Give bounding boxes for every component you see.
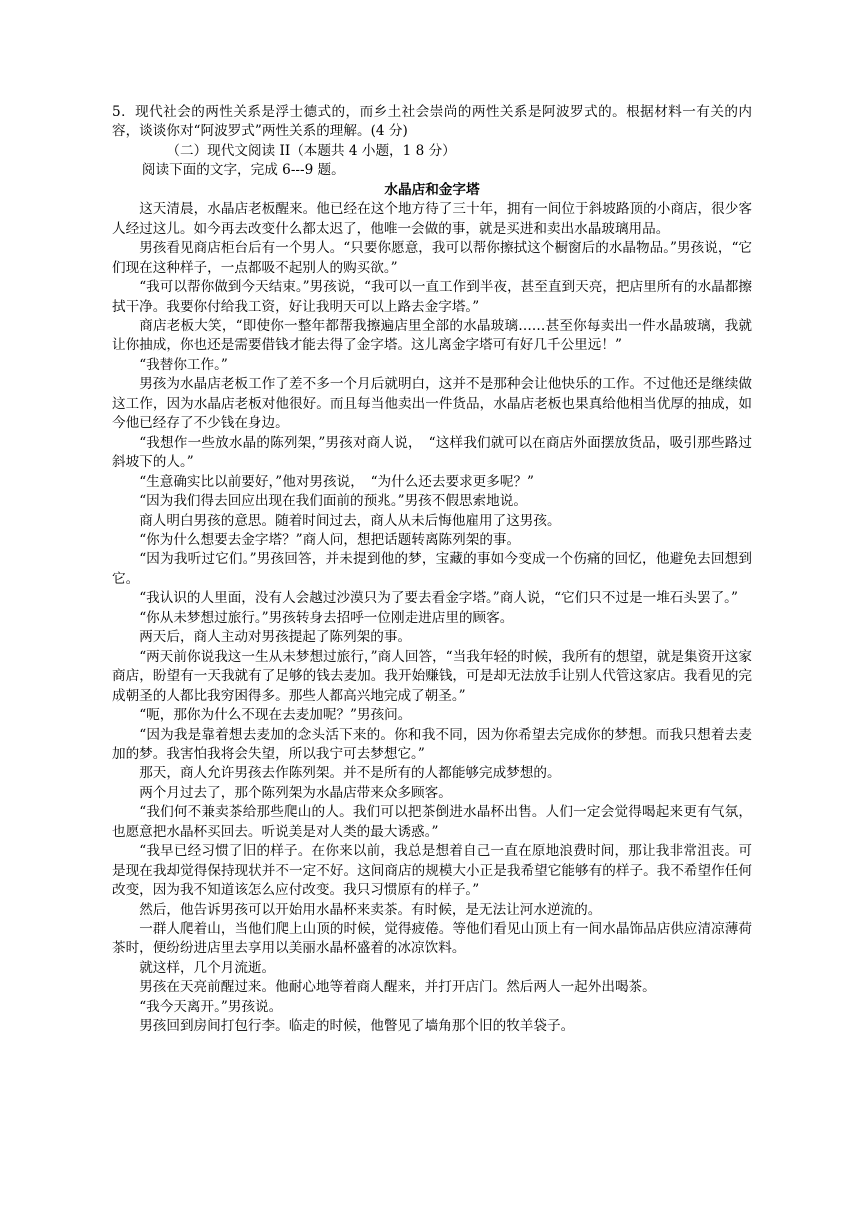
paragraph: 商人明白男孩的意思。随着时间过去，商人从未后悔他雇用了这男孩。 — [139, 512, 561, 529]
paragraph: “我们何不兼卖茶给那些爬山的人。我们可以把茶倒进水晶杯出售。人们一定会觉得喝起来更有气氛，也愿意把水晶杯买回去。听说美是对人类的最大诱惑。” — [112, 804, 752, 840]
paragraph: “我认识的人里面，没有人会越过沙漠只为了要去看金字塔。”商人说，“它们只不过是一堆石头罢了。” — [139, 590, 738, 607]
paragraph: “两天前你说我这一生从未梦想过旅行，”商人回答，“当我年轻的时候，我所有的想望，就是集资开这家商店，盼望有一天我就有了足够的钱去麦加。我开始赚钱，可是却无法放手让别人代管这家店。我看见的完成朝圣的人都比我穷困得多。那些人都高兴地完成了朝圣。” — [112, 648, 752, 704]
document-body — [112, 103, 752, 1037]
paragraph: 这天清晨，水晶店老板醒来。他已经在这个地方待了三十年，拥有一间位于斜坡路顶的小商店，很少客人经过这儿。如今再去改变什么都太迟了，他唯一会做的事，就是买进和卖出水晶玻璃用品。 — [112, 201, 752, 237]
paragraph: “我可以帮你做到今天结束。”男孩说，“我可以一直工作到半夜，甚至直到天亮，把店里所有的水晶都擦拭干净。我要你付给我工资，好让我明天可以上路去金字塔。” — [112, 279, 752, 315]
section-heading: （二）现代文阅读 II（本题共 4 小题，1 8 分） — [166, 142, 456, 159]
paragraph: “你从未梦想过旅行。”男孩转身去招呼一位刚走进店里的顾客。 — [139, 609, 514, 626]
paragraph: 男孩为水晶店老板工作了差不多一个月后就明白，这并不是那种会让他快乐的工作。不过他还是继续做这工作，因为水晶店老板对他很好。而且每当他卖出一件货品，水晶店老板也果真给他相当优厚的抽成，如今他已经存了不少钱在身边。 — [112, 376, 752, 432]
paragraph: 两个月过去了，那个陈列架为水晶店带来众多顾客。 — [139, 784, 452, 801]
paragraph: 然后，他告诉男孩可以开始用水晶杯来卖茶。有时候，是无法让河水逆流的。 — [139, 901, 602, 918]
reading-instruction: 阅读下面的文字，完成 6---9 题。 — [141, 162, 345, 179]
paragraph: “因为我听过它们。”男孩回答，并未提到他的梦，宝藏的事如今变成一个伤痛的回忆，他避免去回想到它。 — [112, 551, 752, 587]
paragraph: “因为我们得去回应出现在我们面前的预兆。”男孩不假思索地说。 — [139, 493, 527, 510]
paragraph: “我想作一些放水晶的陈列架，”男孩对商人说， “这样我们就可以在商店外面摆放货品，吸引那些路过斜坡下的人。” — [112, 434, 752, 471]
paragraph: “我今天离开。”男孩说。 — [139, 998, 283, 1015]
paragraph: “因为我是靠着想去麦加的念头活下来的。你和我不同，因为你希望去完成你的梦想。而我只想着去麦加的梦。我害怕我将会失望，所以我宁可去梦想它。” — [112, 726, 752, 762]
paragraph: “我替你工作。” — [139, 356, 228, 373]
question-5: 5．现代社会的两性关系是浮士德式的，而乡土社会崇尚的两性关系是阿波罗式的。根据材料一有关的内容，谈谈你对“阿波罗式”两性关系的理解。(4 分) — [112, 104, 752, 140]
paragraph: 男孩回到房间打包行李。临走的时候，他瞥见了墙角那个旧的牧羊袋子。 — [139, 1018, 575, 1035]
paragraph: “生意确实比以前要好，”他对男孩说， “为什么还去要求更多呢？” — [139, 473, 535, 490]
paragraph: “你为什么想要去金字塔？”商人问，想把话题转离陈列架的事。 — [139, 531, 521, 548]
paragraph: “我早已经习惯了旧的样子。在你来以前，我总是想着自己一直在原地浪费时间，那让我非常沮丧。可是现在我却觉得保持现状并不一定不好。这间商店的规模大小正是我希望它能够有的样子。我不希望作任何改变，因为我不知道该怎么应付改变。我只习惯原有的样子。” — [112, 843, 752, 899]
paragraph: 就这样，几个月流逝。 — [139, 959, 276, 976]
paragraph: “呃，那你为什么不现在去麦加呢？”男孩问。 — [139, 707, 412, 724]
paragraph: 男孩看见商店柜台后有一个男人。“只要你愿意，我可以帮你擦拭这个橱窗后的水晶物品。”男孩说，“它们现在这种样子，一点都吸不起别人的购买欲。” — [112, 240, 752, 276]
story-title: 水晶店和金字塔 — [384, 181, 480, 198]
paragraph: 两天后，商人主动对男孩提起了陈列架的事。 — [139, 629, 412, 646]
paragraph: 一群人爬着山，当他们爬上山顶的时候，觉得疲倦。等他们看见山顶上有一间水晶饰品店供应清凉薄荷茶时，便纷纷进店里去享用以美丽水晶杯盛着的冰凉饮料。 — [112, 921, 752, 957]
paragraph: 那天，商人允许男孩去作陈列架。并不是所有的人都能够完成梦想的。 — [139, 765, 561, 782]
paragraph: 男孩在天亮前醒过来。他耐心地等着商人醒来，并打开店门。然后两人一起外出喝茶。 — [139, 979, 656, 996]
paragraph: 商店老板大笑，“即使你一整年都帮我擦遍店里全部的水晶玻璃……甚至你每卖出一件水晶玻璃，我就让你抽成，你也还是需要借钱才能去得了金字塔。这儿离金字塔可有好几千公里远！” — [112, 317, 752, 354]
story-text — [112, 200, 752, 1036]
